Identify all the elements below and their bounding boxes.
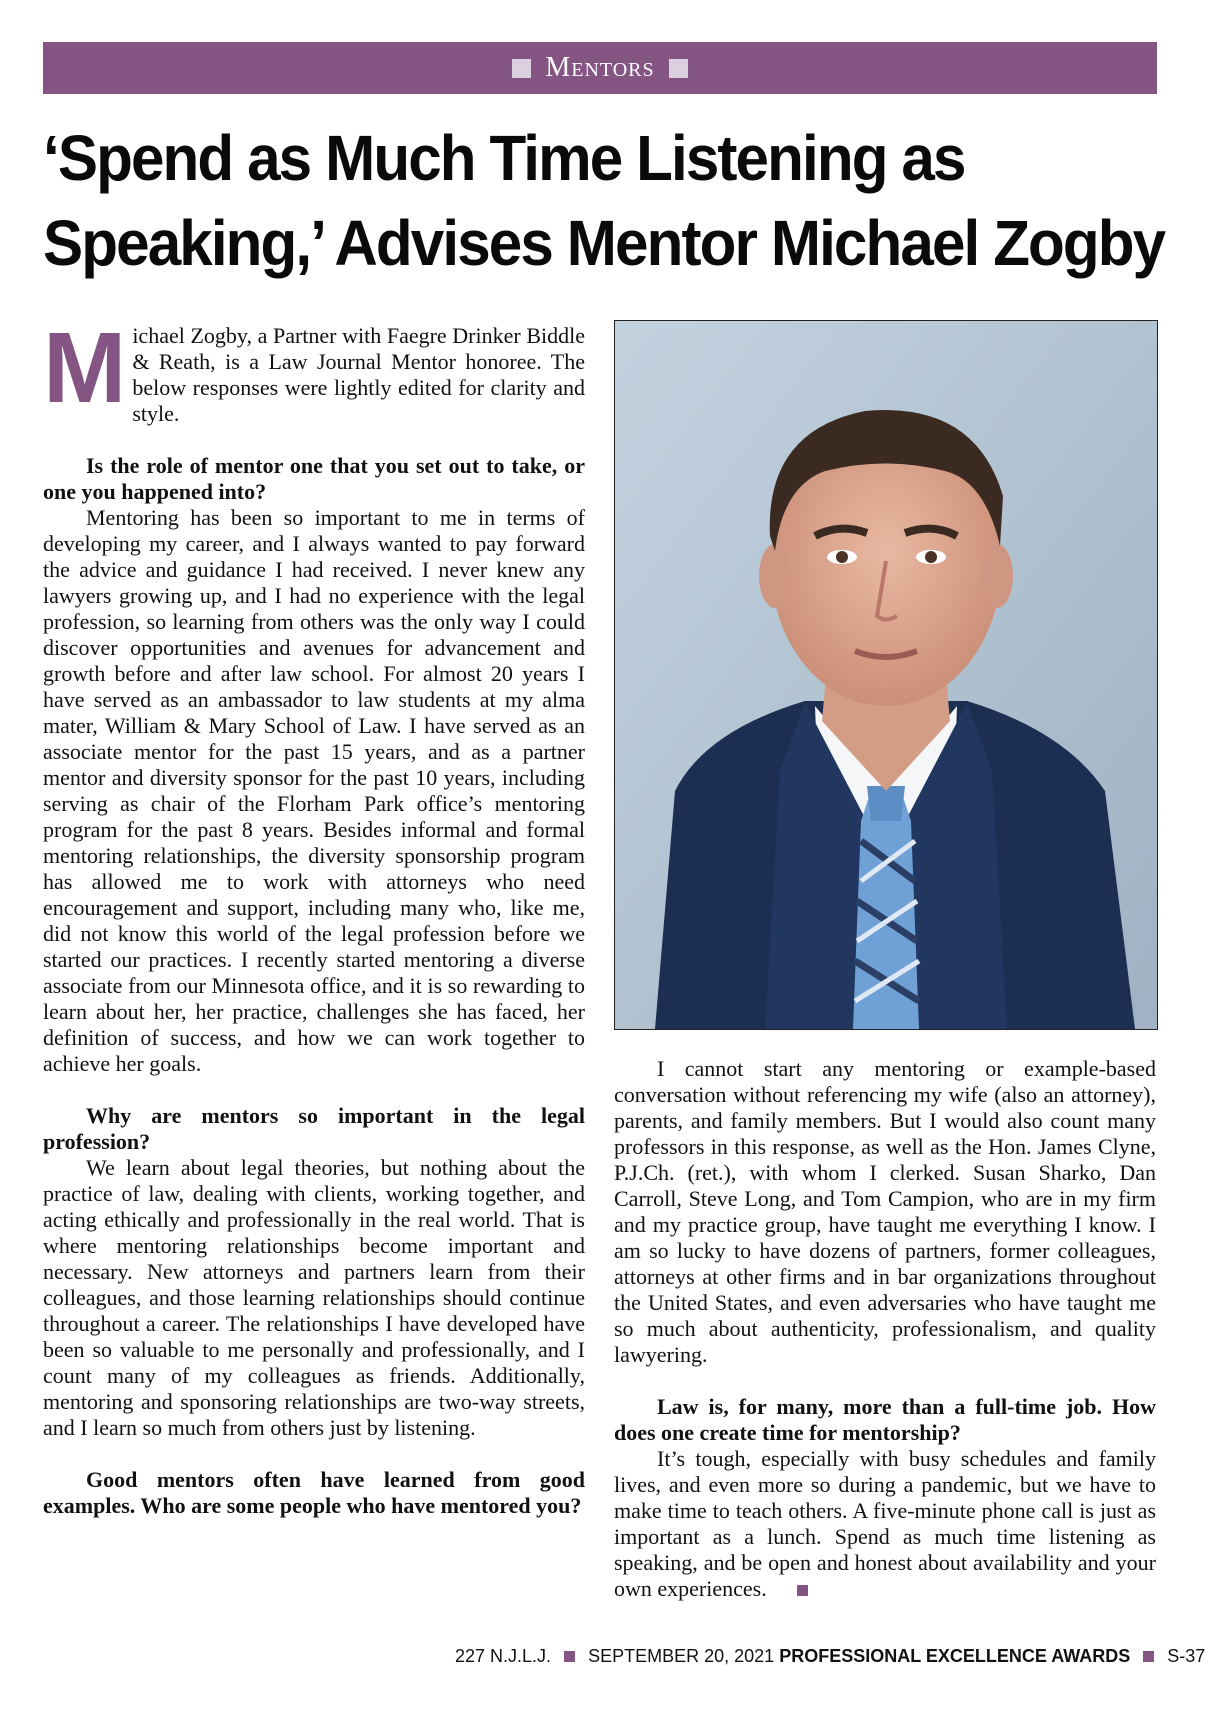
answer-4 bbox=[614, 1446, 1156, 1602]
answer-4-text: It’s tough, especially with busy schedules and family lives, and even more so during a pandemic, but we have to make time to teach others. A five-minute phone call is just as important as a lunch. Spend as much time listening as speaking, and be open and honest about availability and your own experiences. bbox=[614, 1446, 1156, 1601]
footer-square-icon-2 bbox=[1143, 1651, 1154, 1662]
footer-volume: 227 N.J.L.J. bbox=[455, 1646, 552, 1666]
intro-text: ichael Zogby, a Partner with Faegre Drinker Biddle & Reath, is a Law Journal Mentor honoree. The below responses were lightly edited for clarity and style. bbox=[132, 323, 585, 426]
question-4: Law is, for many, more than a full-time job. How does one create time for mentorship? bbox=[614, 1394, 1156, 1445]
headline-line-2: Speaking,’ Advises Mentor Michael Zogby bbox=[43, 207, 1165, 279]
section-label: Mentors bbox=[545, 52, 655, 83]
answer-3: I cannot start any mentoring or example-based conversation without referencing my wife (also an attorney), parents, and family members. But I would also count many professors in this response, as well as the Hon. James Clyne, P.J.Ch. (ret.), with whom I clerked. Susan Sharko, Dan Carroll, Steve Long, and Tom Campion, who are in my firm and my practice group, have taught me everything I know. I am so lucky to have dozens of partners, former colleagues, attorneys at other firms and in bar organizations throughout the United States, and even adversaries who have taught me so much about authenticity, professionalism, and quality lawyering. bbox=[614, 1056, 1156, 1367]
answer-2: We learn about legal theories, but nothing about the practice of law, dealing with clients, working together, and acting ethically and professionally in the real world. That is where mentoring relationships become important and necessary. New attorneys and partners learn from their colleagues, and those learning relationships should continue throughout a career. The relationships I have developed have been so valuable to me personally and professionally, and I count many of my colleagues as friends. Additionally, mentoring and sponsoring relationships are two-way streets, and I learn so much from others just by listening. bbox=[43, 1155, 585, 1440]
footer-date: SEPTEMBER 20, 2021 bbox=[588, 1646, 775, 1666]
banner-square-right-icon bbox=[669, 59, 688, 78]
end-of-article-icon bbox=[797, 1585, 808, 1596]
banner-square-left-icon bbox=[512, 59, 531, 78]
footer-page-number: S-37 bbox=[1167, 1646, 1205, 1666]
headline-line-1: ‘Spend as Much Time Listening as bbox=[43, 122, 965, 194]
left-column bbox=[43, 312, 585, 1519]
drop-cap: M bbox=[43, 312, 127, 424]
footer-publication: PROFESSIONAL EXCELLENCE AWARDS bbox=[779, 1646, 1131, 1666]
question-2: Why are mentors so important in the legal profession? bbox=[43, 1103, 585, 1154]
right-column bbox=[614, 1056, 1156, 1602]
portrait-photo bbox=[614, 320, 1158, 1030]
article-headline bbox=[43, 116, 1165, 286]
answer-1: Mentoring has been so important to me in terms of developing my career, and I always wanted to pay forward the advice and guidance I had received. I never knew any lawyers growing up, and I had no experience with the legal profession, so learning from others was the only way I could discover opportunities and avenues for advancement and growth before and after law school. For almost 20 years I have served as an ambassador to law students at my alma mater, William & Mary School of Law. I have served as an associate mentor for the past 15 years, and as a partner mentor and diversity sponsor for the past 10 years, including serving as chair of the Florham Park office’s mentoring program for the past 8 years. Besides informal and formal mentoring relationships, the diversity sponsorship program has allowed me to work with attorneys who need encouragement and support, including many who, like me, did not know this world of the legal profession before we started our practices. I recently started mentoring a diverse associate from our Minnesota office, and it is so rewarding to learn about her, her practice, challenges she has faced, her definition of success, and how we can work together to achieve her goals. bbox=[43, 505, 585, 1076]
intro-paragraph bbox=[43, 312, 585, 427]
footer-square-icon bbox=[564, 1651, 575, 1662]
question-1: Is the role of mentor one that you set out to take, or one you happened into? bbox=[43, 453, 585, 504]
portrait-illustration bbox=[615, 321, 1157, 1029]
section-banner bbox=[43, 42, 1157, 94]
question-3: Good mentors often have learned from good examples. Who are some people who have mentored you? bbox=[43, 1467, 585, 1518]
page-footer bbox=[455, 1646, 1205, 1667]
